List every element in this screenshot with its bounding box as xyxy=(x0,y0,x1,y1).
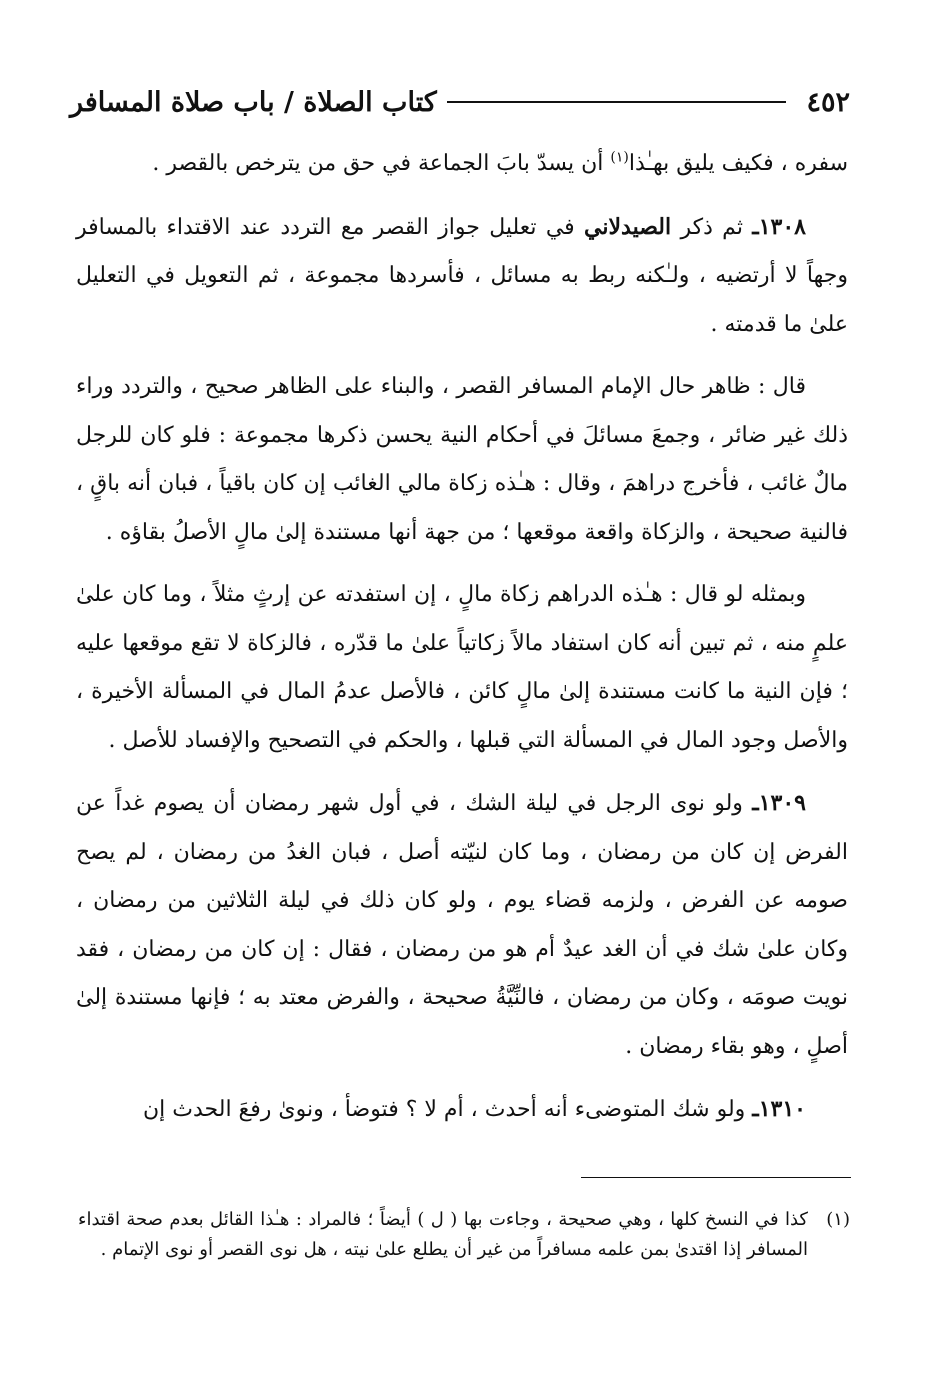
chapter-title: كتاب الصلاة / باب صلاة المسافر xyxy=(70,86,437,118)
paragraph-number: ١٣٠٨ـ xyxy=(752,213,806,240)
paragraph-1310 xyxy=(76,1085,848,1135)
paragraph-text: أن يسدّ بابَ الجماعة في حق من يترخص بالقصر . xyxy=(152,151,611,176)
paragraph-1308 xyxy=(76,203,848,350)
footnote-separator xyxy=(581,1177,851,1178)
header-rule xyxy=(447,101,787,103)
paragraph-number: ١٣٠٩ـ xyxy=(752,790,806,816)
footnote-text: كذا في النسخ كلها ، وهي صحيحة ، وجاءت بها ( ل ) أيضاً ؛ فالمراد : هـٰذا القائل بعدم صحة اقتداء المسافر إذا اقتدىٰ بمن علمه مسافراً من غير أن يطلع علىٰ نيته ، هل نوى القصر أو نوى الإتمام . xyxy=(78,1209,808,1260)
paragraph-continuation xyxy=(76,140,848,189)
paragraph-bimithlihi: وبمثله لو قال : هـٰذه الدراهم زكاة مالٍ ، إن استفدته عن إرثٍ مثلاً ، وما كان علىٰ علمٍ منه ، ثم تبين أنه كان استفاد مالاً زكاتياً علىٰ ما قدّره ، فالزكاة لا تقع موقعها عليه ؛ فإن النية ما كانت مستندة إلىٰ مالٍ كائن ، فالأصل عدمُ المال في المسألة الأخيرة ، والأصل وجود المال في المسألة التي قبلها ، والحكم في التصحيح والإفساد للأصل . xyxy=(76,582,848,753)
running-header xyxy=(70,82,850,122)
paragraph-text: في تعليل جواز القصر مع التردد عند الاقتداء بالمسافر وجهاً لا أرتضيه ، ولـٰكنه ربط به مسائل ، فأسردها مجموعة ، ثم التعويل في التعليل علىٰ ما قدمته . xyxy=(76,214,848,337)
footnote-reference[interactable]: (١) xyxy=(610,149,629,166)
footnote xyxy=(78,1205,850,1265)
scholar-name: الصيدلاني xyxy=(584,213,672,240)
paragraph-text: ولو نوى الرجل في ليلة الشك ، في أول شهر رمضان أن يصوم غداً عن الفرض إن كان من رمضان ، وما كان لنيّته أصل ، فبان الغدُ من رمضان ، لم يصح صومه عن الفرض ، ولزمه قضاء يوم ، ولو كان ذلك في ليلة الثلاثين من رمضان ، وكان علىٰ شك في أن الغد عيدٌ أم هو من رمضان ، فقال : إن كان من رمضان ، فقد نويت صومَه ، وكان من رمضان ، فالنِّيَّةُ صحيحة ، والفرض معتد به ؛ فإنها مستندة إلىٰ أصلٍ ، وهو بقاء رمضان . xyxy=(76,791,848,1059)
paragraph-number: ١٣١٠ـ xyxy=(752,1096,806,1122)
paragraph-text: ثم ذكر xyxy=(671,214,753,240)
paragraph-qal: قال : ظاهر حال الإمام المسافر القصر ، والبناء على الظاهر صحيح ، والتردد وراء ذلك غير ضائر ، وجمعَ مسائلَ في أحكام النية يحسن ذكرها مجموعة : فلو كان للرجل مالٌ غائب ، فأخرج دراهمَ ، وقال : هـٰذه زكاة مالي الغائب إن كان باقياً ، فبان أنه باقٍ ، فالنية صحيحة ، والزكاة واقعة موقعها ؛ من جهة أنها مستندة إلىٰ مالٍ الأصلُ بقاؤه . xyxy=(76,374,848,545)
paragraph-text: ولو شك المتوضىء أنه أحدث ، أم لا ؟ فتوضأ ، ونوىٰ رفعَ الحدث إن xyxy=(143,1097,753,1122)
footnote-marker: (١) xyxy=(826,1209,850,1230)
page-number: ٤٥٢ xyxy=(806,86,850,118)
main-text xyxy=(76,140,848,1135)
paragraph-text: سفره ، فكيف يليق بهـٰذا xyxy=(628,151,848,176)
paragraph-1309 xyxy=(76,779,848,1071)
